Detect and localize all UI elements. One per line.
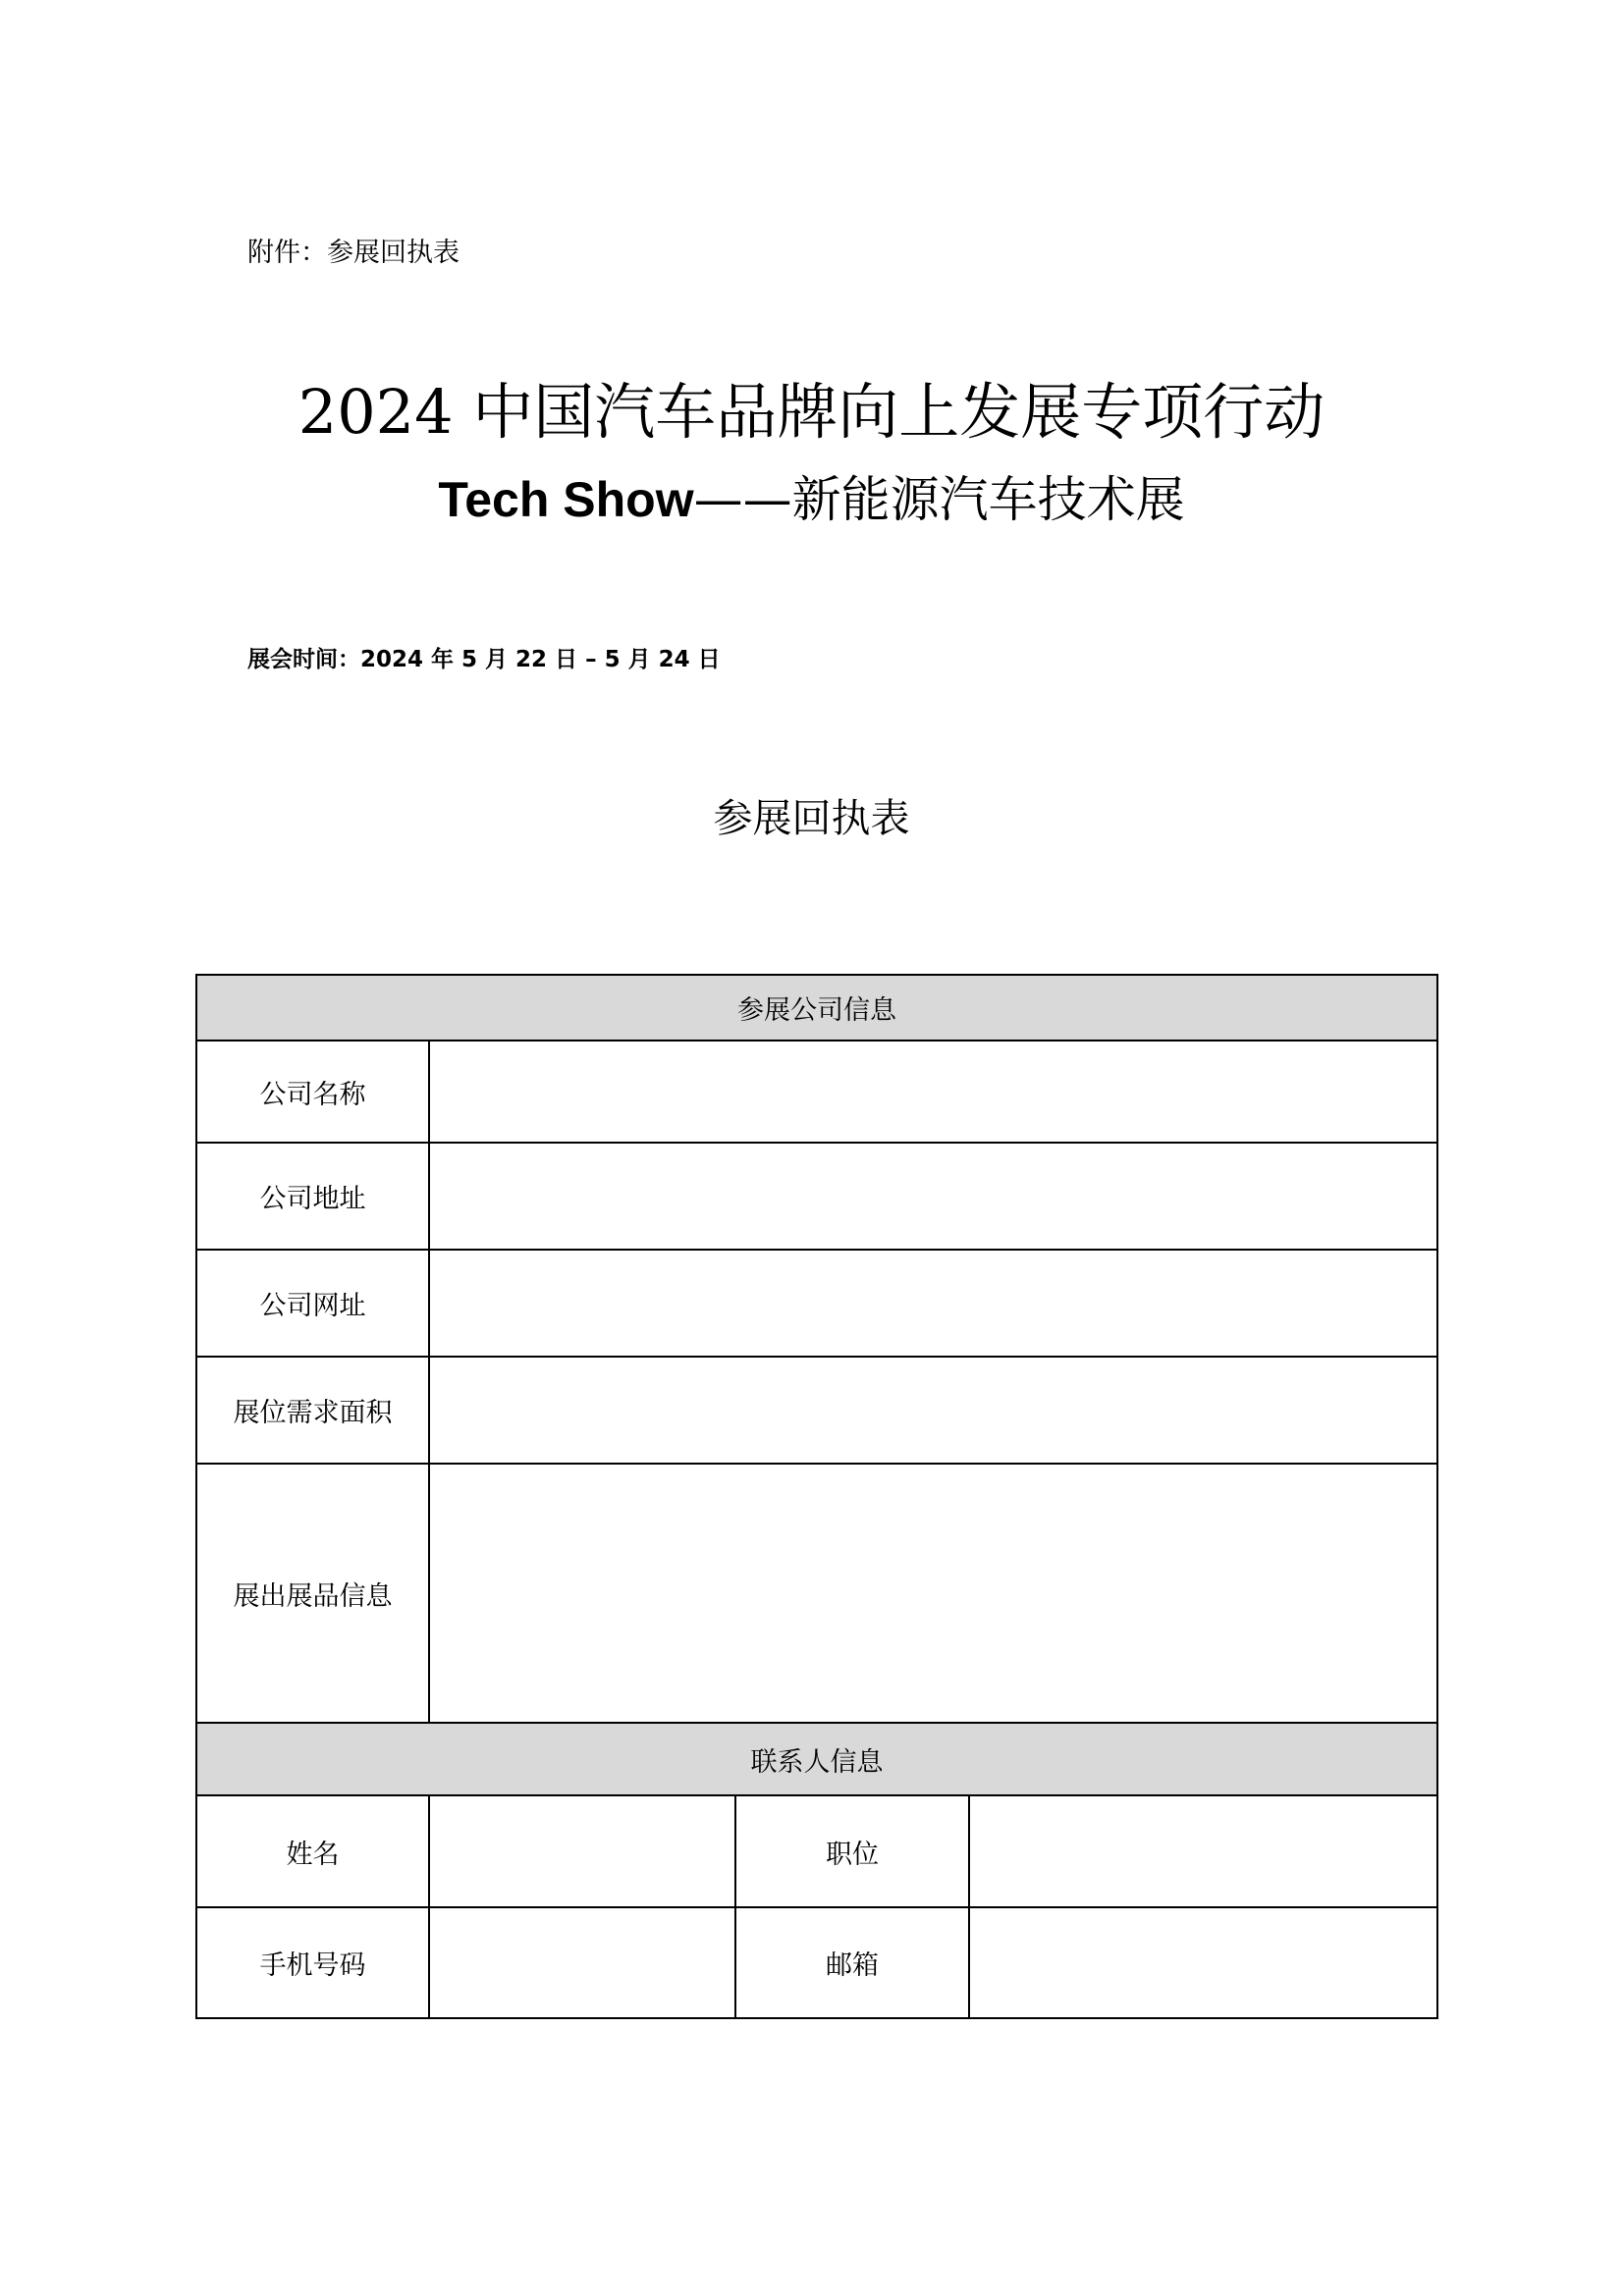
- company-address-label: 公司地址: [196, 1143, 429, 1250]
- registration-form-table: [195, 974, 1438, 2019]
- contact-phone-row: [196, 1907, 1437, 2018]
- position-field[interactable]: [969, 1795, 1437, 1907]
- contact-name-row: [196, 1795, 1437, 1907]
- email-field[interactable]: [969, 1907, 1437, 2018]
- company-address-field[interactable]: [429, 1143, 1437, 1250]
- contact-section-header: 联系人信息: [196, 1723, 1437, 1795]
- contact-section-row: [196, 1723, 1437, 1795]
- name-field[interactable]: [429, 1795, 735, 1907]
- company-address-row: [196, 1143, 1437, 1250]
- company-section-row: [196, 975, 1437, 1041]
- booth-area-field[interactable]: [429, 1357, 1437, 1464]
- form-title: 参展回执表: [713, 796, 910, 841]
- email-label: 邮箱: [735, 1907, 969, 2018]
- sub-title-rest: ——新能源汽车技术展: [693, 471, 1185, 528]
- company-website-row: [196, 1250, 1437, 1357]
- main-title: 2024 中国汽车品牌向上发展专项行动: [298, 376, 1325, 448]
- phone-field[interactable]: [429, 1907, 735, 2018]
- company-section-header: 参展公司信息: [196, 975, 1437, 1041]
- exhibit-info-field[interactable]: [429, 1464, 1437, 1723]
- sub-title-latin: Tech Show: [438, 472, 694, 527]
- exhibit-info-row: [196, 1464, 1437, 1723]
- company-name-row: [196, 1041, 1437, 1143]
- exhibit-info-label: 展出展品信息: [196, 1464, 429, 1723]
- attachment-label: 附件：参展回执表: [247, 238, 460, 268]
- booth-area-label: 展位需求面积: [196, 1357, 429, 1464]
- booth-area-row: [196, 1357, 1437, 1464]
- sub-title: [0, 465, 1623, 534]
- company-name-label: 公司名称: [196, 1041, 429, 1143]
- company-name-field[interactable]: [429, 1041, 1437, 1143]
- company-website-field[interactable]: [429, 1250, 1437, 1357]
- exhibit-time: 展会时间：2024 年 5 月 22 日 – 5 月 24 日: [247, 647, 721, 672]
- name-label: 姓名: [196, 1795, 429, 1907]
- phone-label: 手机号码: [196, 1907, 429, 2018]
- position-label: 职位: [735, 1795, 969, 1907]
- company-website-label: 公司网址: [196, 1250, 429, 1357]
